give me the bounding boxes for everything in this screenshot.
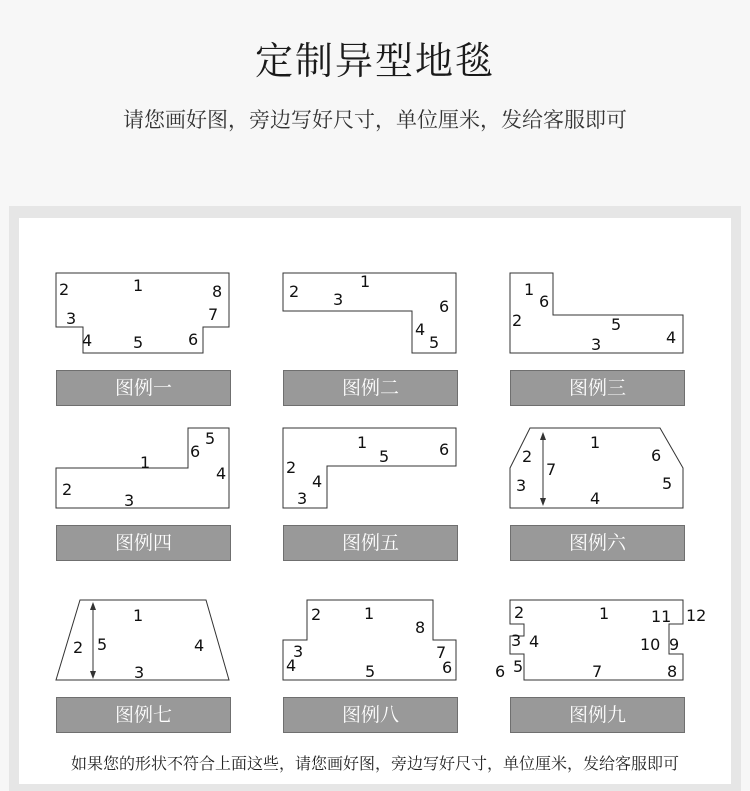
example-3: [510, 273, 685, 408]
dim-label: 4: [666, 328, 677, 347]
dim-label: 1: [364, 604, 375, 623]
dim-label: 2: [73, 638, 84, 657]
dim-label: 3: [293, 642, 304, 661]
example-9: [495, 600, 707, 735]
header: [0, 0, 750, 206]
dim-label: 6: [439, 297, 450, 316]
dim-label: 1: [140, 453, 151, 472]
example-4: [56, 428, 231, 563]
dim-label: 3: [134, 663, 145, 682]
dim-label: 1: [524, 280, 535, 299]
dim-label: 2: [514, 603, 525, 622]
shape-example-3: [510, 273, 685, 368]
dim-label: 8: [212, 282, 223, 301]
dim-label: 4: [590, 489, 601, 508]
dim-label: 5: [429, 333, 440, 352]
examples-panel-inner: [19, 218, 731, 784]
dim-label: 6: [442, 658, 453, 677]
dim-label: 3: [297, 489, 308, 508]
dim-label: 12: [686, 606, 707, 625]
example-6: [510, 428, 685, 563]
shape-example-9: [495, 600, 707, 695]
shape-example-7: [56, 600, 231, 695]
dim-label: 2: [59, 280, 70, 299]
example-8: [283, 600, 458, 735]
dim-label: 6: [188, 330, 199, 349]
caption-example-6: 图例六: [510, 525, 685, 561]
caption-example-9: 图例九: [510, 697, 685, 733]
dim-label: 2: [512, 311, 523, 330]
dim-label: 3: [511, 631, 522, 650]
example-1: [56, 273, 231, 408]
dim-label: 4: [216, 464, 227, 483]
dim-label: 3: [66, 309, 77, 328]
dim-label: 5: [611, 315, 622, 334]
dim-label: 6: [539, 292, 550, 311]
dim-label: 4: [529, 632, 540, 651]
dim-label: 5: [379, 447, 390, 466]
caption-example-8: 图例八: [283, 697, 458, 733]
dim-label: 7: [546, 460, 557, 479]
dim-label: 1: [133, 606, 144, 625]
shape-example-2: [283, 273, 458, 368]
dim-label: 2: [311, 605, 322, 624]
caption-example-7: 图例七: [56, 697, 231, 733]
dim-label: 7: [436, 643, 447, 662]
shape-example-5: [283, 428, 458, 523]
dim-label: 6: [651, 446, 662, 465]
dim-label: 8: [415, 618, 426, 637]
example-7: [56, 600, 231, 735]
dim-label: 4: [415, 320, 426, 339]
dim-label: 4: [312, 472, 323, 491]
dim-label: 11: [651, 607, 672, 626]
dim-label: 2: [286, 458, 297, 477]
dim-label: 5: [365, 662, 376, 681]
caption-example-2: 图例二: [283, 370, 458, 406]
dim-label: 3: [333, 290, 344, 309]
example-2: [283, 273, 458, 408]
caption-example-3: 图例三: [510, 370, 685, 406]
caption-example-5: 图例五: [283, 525, 458, 561]
dim-label: 1: [599, 604, 610, 623]
dim-label: 3: [124, 491, 135, 510]
dim-label: 5: [205, 429, 216, 448]
dim-label: 6: [495, 662, 506, 681]
dim-label: 7: [592, 662, 603, 681]
dim-label: 4: [194, 636, 205, 655]
dim-label: 3: [591, 335, 602, 354]
dim-label: 2: [522, 447, 533, 466]
dim-label: 10: [640, 635, 661, 654]
dim-label: 5: [513, 657, 524, 676]
footer-note: 如果您的形状不符合上面这些，请您画好图，旁边写好尺寸，单位厘米，发给客服即可: [70, 754, 679, 773]
dim-label: 5: [133, 333, 144, 352]
shape-example-1: [56, 273, 231, 368]
dim-label: 6: [190, 442, 201, 461]
dim-label: 8: [667, 662, 678, 681]
dim-label: 2: [289, 282, 300, 301]
examples-panel: [9, 206, 741, 791]
dim-label: 7: [208, 305, 219, 324]
dim-label: 1: [133, 276, 144, 295]
dim-label: 1: [357, 433, 368, 452]
shape-example-4: [56, 428, 231, 523]
dim-label: 2: [62, 480, 73, 499]
example-5: [283, 428, 458, 563]
dim-label: 1: [360, 272, 371, 291]
dim-label: 5: [662, 474, 673, 493]
dim-label: 4: [82, 331, 93, 350]
page-title: 定制异型地毯: [254, 39, 495, 83]
caption-example-1: 图例一: [56, 370, 231, 406]
caption-example-4: 图例四: [56, 525, 231, 561]
dim-label: 4: [286, 656, 297, 675]
dim-label: 6: [439, 440, 450, 459]
shape-outline: [283, 428, 456, 508]
dim-label: 9: [669, 635, 680, 654]
dim-label: 3: [516, 476, 527, 495]
dim-label: 1: [590, 433, 601, 452]
shape-example-8: [283, 600, 458, 695]
dim-label: 5: [97, 635, 108, 654]
page-subtitle: 请您画好图，旁边写好尺寸，单位厘米，发给客服即可: [123, 108, 627, 132]
shape-example-6: [510, 428, 685, 523]
